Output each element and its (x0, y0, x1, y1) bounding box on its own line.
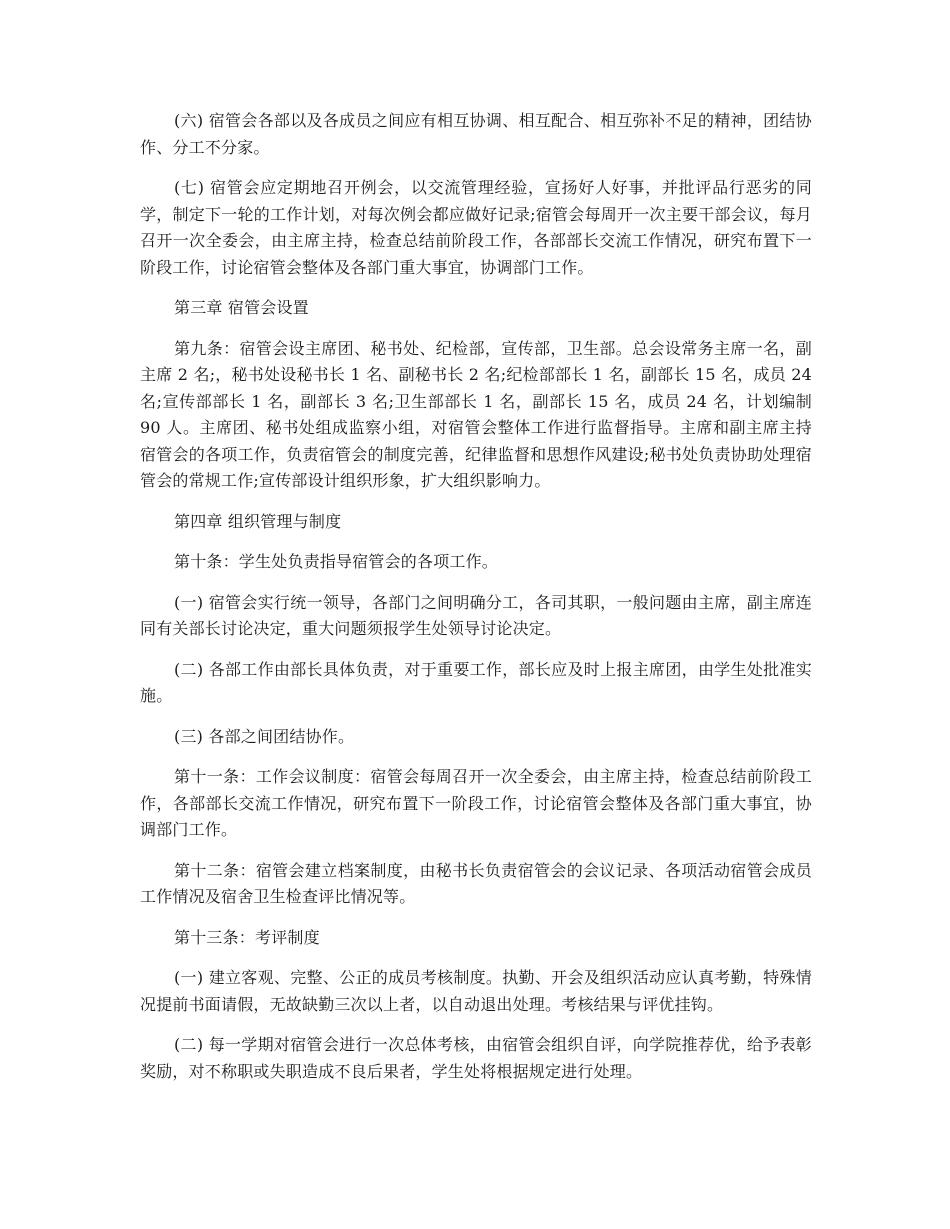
article-9: 第九条：宿管会设主席团、秘书处、纪检部，宣传部，卫生部。总会设常务主席一名，副主席 2 名;，秘书处设秘书长 1 名、副秘书长 2 名;纪检部部长 1 名，副部长 15 名，成员 24 名;宣传部部长 1 名，副部长 3 名;卫生部部长 1 名，副部长 15 名，成员 24 名，计划编制 90 人。主席团、秘书处组成监察小组，对宿管会整体工作进行监督指导。主席和副主席主持宿管会的各项工作，负责宿管会的制度完善，纪律监督和思想作风建设;秘书处负责协助处理宿管会的常规工作;宣传部设计组织形象，扩大组织影响力。 (140, 338, 812, 490)
document-body (140, 108, 812, 1099)
paragraph-item-6: (六) 宿管会各部以及各成员之间应有相互协调、相互配合、相互弥补不足的精神，团结协作、分工不分家。 (140, 111, 812, 157)
article-11: 第十一条：工作会议制度：宿管会每周召开一次全委会，由主席主持，检查总结前阶段工作，各部部长交流工作情况，研究布置下一阶段工作，讨论宿管会整体及各部门重大事宜，协调部门工作。 (140, 767, 812, 839)
chapter-4-heading: 第四章 组织管理与制度 (174, 511, 342, 531)
article-10: 第十条：学生处负责指导宿管会的各项工作。 (174, 552, 499, 571)
paragraph-item-7: (七) 宿管会应定期地召开例会，以交流管理经验，宣扬好人好事，并批评品行恶劣的同学，制定下一轮的工作计划，对每次例会都应做好记录;宿管会每周开一次主要干部会议，每月召开一次全委会，由主席主持，检查总结前阶段工作，各部部长交流工作情况，研究布置下一阶段工作，讨论宿管会整体及各部门重大事宜，协调部门工作。 (140, 178, 812, 277)
article-10-item-1: (一) 宿管会实行统一领导，各部门之间明确分工，各司其职，一般问题由主席，副主席连同有关部长讨论决定，重大问题须报学生处领导讨论决定。 (140, 592, 812, 638)
article-13: 第十三条：考评制度 (174, 927, 320, 947)
article-10-item-3: (三) 各部之间团结协作。 (174, 726, 355, 746)
article-13-item-1: (一) 建立客观、完整、公正的成员考核制度。执勤、开会及组织活动应认真考勤，特殊情况提前书面请假，无故缺勤三次以上者，以自动退出处理。考核结果与评优挂钩。 (140, 968, 812, 1014)
article-12: 第十二条：宿管会建立档案制度，由秘书长负责宿管会的会议记录、各项活动宿管会成员工作情况及宿舍卫生检查评比情况等。 (140, 860, 812, 906)
article-13-item-2: (二) 每一学期对宿管会进行一次总体考核，由宿管会组织自评，向学院推荐优，给予表彰奖励，对不称职或失职造成不良后果者，学生处将根据规定进行处理。 (140, 1035, 812, 1081)
article-10-item-2: (二) 各部工作由部长具体负责，对于重要工作，部长应及时上报主席团，由学生处批准实施。 (140, 659, 812, 705)
chapter-3-heading: 第三章 宿管会设置 (174, 298, 309, 317)
